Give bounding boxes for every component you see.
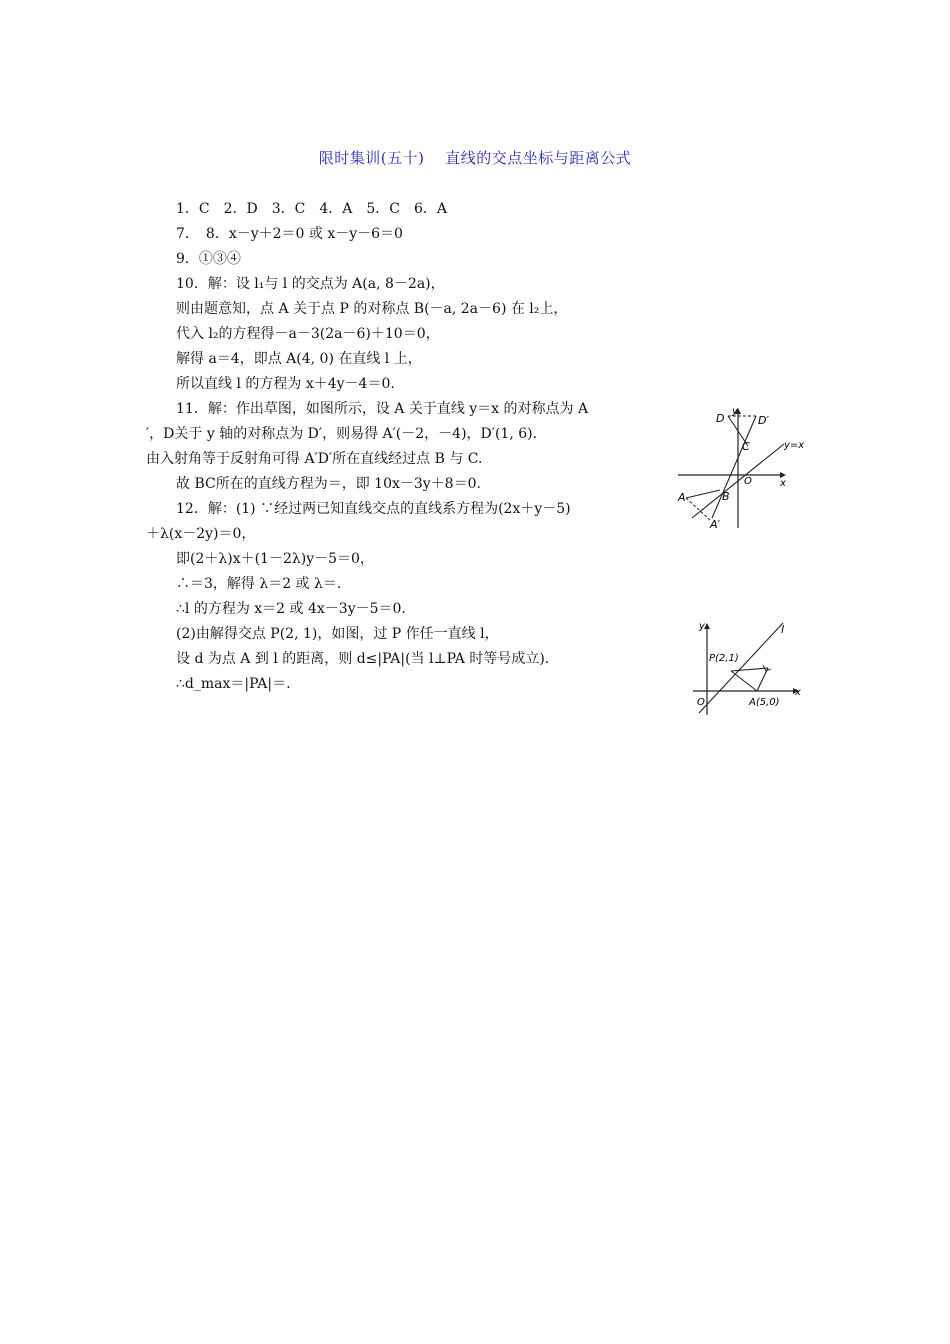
label-a: A(5,0) bbox=[749, 697, 780, 708]
label-l: l bbox=[781, 623, 785, 636]
answer-line-5: 则由题意知，点 A 关于点 P 的对称点 B(－a, 2a－6) 在 l₂上， bbox=[176, 301, 568, 317]
label-y: y bbox=[732, 406, 738, 417]
answer-line-10: ′，D关于 y 轴的对称点为 D′，则易得 A′(－2，－4)，D′(1, 6). bbox=[146, 426, 538, 442]
answer-line-15: 即(2＋λ)x＋(1－2λ)y－5＝0， bbox=[176, 551, 374, 567]
answer-line-6: 代入 l₂的方程得－a－3(2a－6)＋10＝0， bbox=[176, 326, 440, 342]
dashed-a-a-prime bbox=[686, 498, 710, 520]
answer-line-13: 12．解：(1) ∵经过两已知直线交点的直线系方程为(2x＋y－5) bbox=[176, 501, 571, 517]
answer-line-12: 故 BC所在的直线方程为＝，即 10x－3y＋8＝0. bbox=[176, 476, 481, 492]
label-y: y bbox=[699, 621, 705, 632]
perpendicular-a-to-l bbox=[757, 668, 768, 691]
answer-line-7: 解得 a＝4，即点 A(4, 0) 在直线 l 上， bbox=[176, 351, 422, 367]
answer-line-2: 7． 8．x－y＋2＝0 或 x－y－6＝0 bbox=[176, 226, 403, 242]
answer-line-16: ∴＝3，解得 λ＝2 或 λ＝. bbox=[176, 576, 342, 592]
label-a: A bbox=[678, 491, 686, 504]
answer-line-18: (2)由解得交点 P(2, 1)，如图，过 P 作任一直线 l， bbox=[176, 626, 499, 642]
label-b: B bbox=[722, 490, 730, 503]
page-title: 限时集训(五十) 直线的交点坐标与距离公式 bbox=[318, 149, 632, 167]
label-o: O bbox=[744, 476, 752, 487]
label-c: C bbox=[742, 440, 750, 453]
label-p: P(2,1) bbox=[709, 653, 739, 664]
line-a-prime-d-prime bbox=[712, 416, 756, 518]
segment-p-a bbox=[731, 671, 757, 691]
reflection-figure bbox=[672, 400, 822, 535]
answer-line-1: 1．C 2．D 3．C 4．A 5．C 6．A bbox=[176, 201, 448, 217]
distance-figure bbox=[685, 615, 815, 720]
label-x: x bbox=[780, 478, 786, 489]
answer-line-20: ∴d_max＝|PA|＝. bbox=[176, 676, 291, 692]
answer-line-14: ＋λ(x－2y)＝0， bbox=[146, 526, 256, 542]
answer-line-17: ∴l 的方程为 x＝2 或 4x－3y－5＝0. bbox=[176, 601, 406, 617]
label-o: O bbox=[697, 697, 705, 708]
segment-p-foot bbox=[731, 668, 768, 671]
label-a-prime: A′ bbox=[710, 518, 721, 531]
label-x: x bbox=[795, 687, 801, 698]
answer-line-8: 所以直线 l 的方程为 x＋4y－4＝0. bbox=[176, 376, 395, 392]
answer-line-4: 10．解：设 l₁与 l 的交点为 A(a, 8－2a)， bbox=[176, 276, 445, 292]
label-y-equals-x: y=x bbox=[784, 440, 805, 451]
answer-line-11: 由入射角等于反射角可得 A′D′所在直线经过点 B 与 C. bbox=[146, 451, 483, 467]
answer-line-3: 9．①③④ bbox=[176, 251, 241, 267]
label-d: D bbox=[716, 412, 725, 425]
line-a-b bbox=[686, 490, 720, 498]
answer-line-19: 设 d 为点 A 到 l 的距离，则 d≤|PA|(当 l⊥PA 时等号成立). bbox=[176, 651, 550, 667]
label-d-prime: D′ bbox=[758, 414, 769, 427]
answer-line-9: 11．解：作出草图，如图所示，设 A 关于直线 y＝x 的对称点为 A bbox=[176, 401, 589, 417]
